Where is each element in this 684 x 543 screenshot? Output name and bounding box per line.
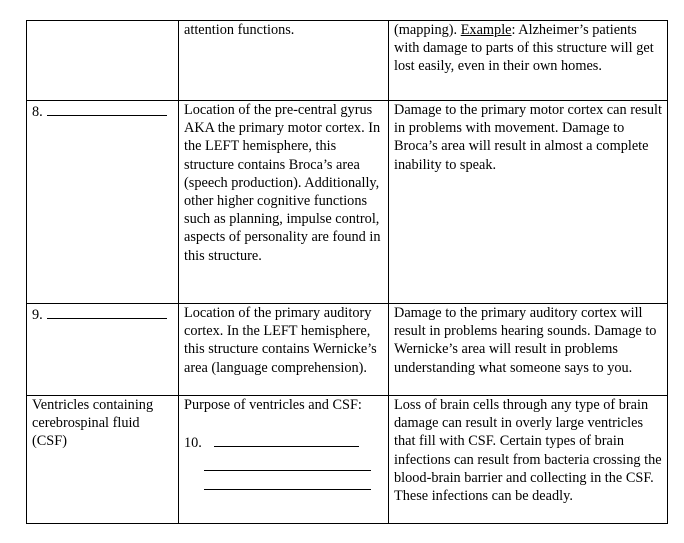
location-function-cell	[179, 21, 389, 101]
spacer	[184, 414, 384, 432]
table-row	[27, 101, 668, 304]
damage-effects-text: Loss of brain cells through any type of brain damage can result in overly large ventricles that fill with CSF. Certain types of brain infections can result from bacteria crossing the blood-brain barrier and collecting in the CSF. These infections can be deadly.	[394, 397, 662, 505]
structure-answer-cell	[27, 101, 179, 304]
answer-blank-10-line-2[interactable]	[204, 452, 371, 471]
location-function-text: attention functions.	[184, 22, 295, 38]
structure-name-text: Ventricles containing cerebrospinal fluid (CSF)	[32, 397, 154, 450]
location-function-text: Location of the pre-central gyrus AKA the primary motor cortex. In the LEFT hemisphere, this structure contains Broca’s area (speech production). Additionally, other higher cognitive functions such as planning, impulse control, aspects of personality are found in this structure.	[184, 102, 381, 264]
question-number: 8.	[32, 104, 43, 120]
location-function-cell	[179, 101, 389, 304]
purpose-answer-cell	[179, 396, 389, 524]
answer-blank-10-line-3[interactable]	[204, 471, 371, 490]
purpose-prompt: Purpose of ventricles and CSF:	[184, 397, 362, 413]
question-10-line	[184, 432, 384, 452]
damage-effects-text	[394, 21, 663, 76]
table-row	[27, 304, 668, 396]
damage-effects-cell	[389, 101, 668, 304]
answer-blank-10[interactable]	[214, 432, 359, 447]
damage-effects-cell	[389, 21, 668, 101]
answer-blank-8[interactable]	[47, 101, 167, 116]
damage-effects-text: Damage to the primary motor cortex can result in problems with movement. Damage to Broca’s area will result in almost a complete inability to speak.	[394, 102, 662, 173]
table-row	[27, 21, 668, 101]
table-row	[27, 396, 668, 524]
location-function-cell	[179, 304, 389, 396]
damage-text-before: (mapping).	[394, 22, 461, 38]
structure-answer-cell	[27, 304, 179, 396]
example-label: Example	[460, 22, 512, 38]
damage-text-after: : Alzheimer’s patients with damage to parts of this structure will get lost easily, even in their own homes.	[394, 22, 654, 75]
question-number: 10.	[184, 435, 202, 452]
location-function-text: Location of the primary auditory cortex. In the LEFT hemisphere, this structure contains Wernicke’s area (language comprehension).	[184, 305, 377, 376]
answer-blank-9[interactable]	[47, 304, 167, 319]
damage-effects-cell	[389, 396, 668, 524]
damage-effects-cell	[389, 304, 668, 396]
question-number: 9.	[32, 307, 43, 323]
structure-name-cell	[27, 21, 179, 101]
damage-effects-text: Damage to the primary auditory cortex will result in problems hearing sounds. Damage to Wernicke’s area will result in problems understanding what someone says to you.	[394, 305, 657, 376]
structure-name-cell	[27, 396, 179, 524]
brain-structures-table	[26, 20, 668, 524]
